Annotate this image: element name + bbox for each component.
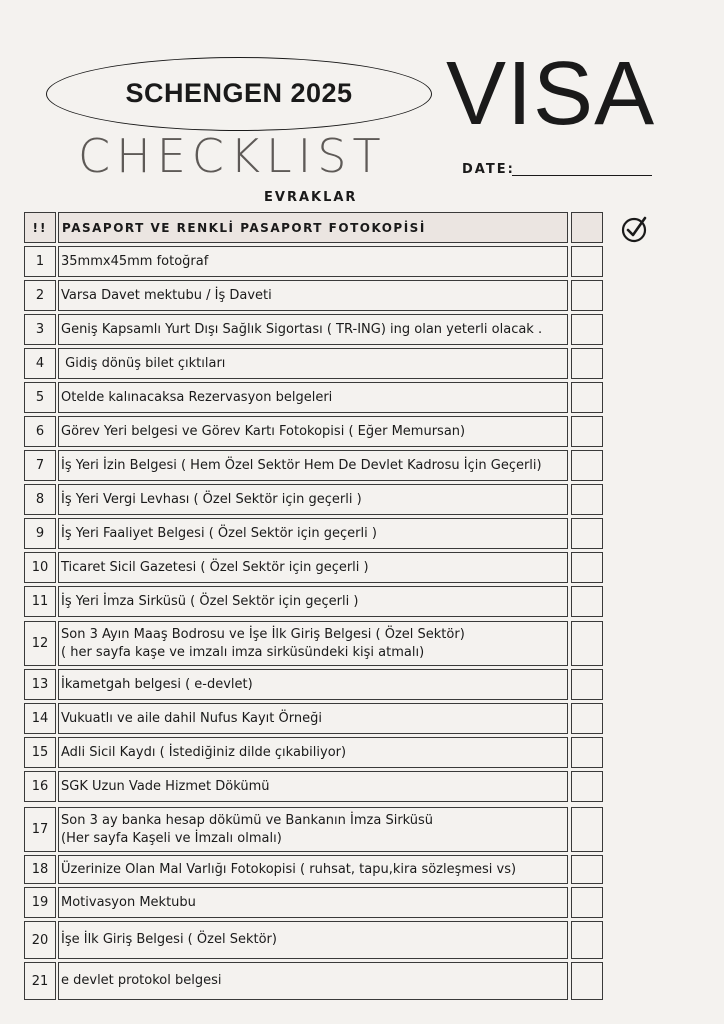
- row-number: 19: [24, 887, 56, 918]
- row-checkbox[interactable]: [571, 416, 603, 447]
- row-checkbox[interactable]: [571, 348, 603, 379]
- header-number-cell: !!: [24, 212, 56, 243]
- row-label: [58, 771, 568, 802]
- row-label-line: Otelde kalınacaksa Rezervasyon belgeleri: [61, 389, 333, 405]
- row-label: [58, 246, 568, 277]
- section-title: EVRAKLAR: [264, 190, 358, 205]
- header-checkbox[interactable]: [571, 212, 603, 243]
- row-label: [58, 962, 568, 1000]
- row-checkbox[interactable]: [571, 669, 603, 700]
- row-number: 16: [24, 771, 56, 802]
- row-label: [58, 484, 568, 515]
- row-checkbox[interactable]: [571, 314, 603, 345]
- row-label-line: Üzerinize Olan Mal Varlığı Fotokopisi ( ruhsat, tapu,kira sözleşmesi vs): [61, 861, 517, 877]
- date-field-line[interactable]: [512, 175, 652, 176]
- row-label: [58, 314, 568, 345]
- row-number: 21: [24, 962, 56, 1000]
- row-label: [58, 280, 568, 311]
- row-number: 15: [24, 737, 56, 768]
- row-label-line: İş Yeri Vergi Levhası ( Özel Sektör için geçerli ): [61, 491, 362, 507]
- row-number: 10: [24, 552, 56, 583]
- row-label: [58, 807, 568, 852]
- row-label: [58, 621, 568, 666]
- row-label-line: (Her sayfa Kaşeli ve İmzalı olmalı): [61, 830, 282, 846]
- row-number: 11: [24, 586, 56, 617]
- row-checkbox[interactable]: [571, 280, 603, 311]
- row-label: [58, 518, 568, 549]
- row-label: [58, 669, 568, 700]
- row-checkbox[interactable]: [571, 703, 603, 734]
- row-number: 20: [24, 921, 56, 959]
- row-label-line: İşe İlk Giriş Belgesi ( Özel Sektör): [61, 932, 277, 947]
- row-label: [58, 416, 568, 447]
- row-label-line: İş Yeri Faaliyet Belgesi ( Özel Sektör için geçerli ): [61, 525, 377, 541]
- row-label: [58, 737, 568, 768]
- row-label-line: 35mmx45mm fotoğraf: [61, 253, 209, 269]
- row-checkbox[interactable]: [571, 855, 603, 884]
- row-label-line: ( her sayfa kaşe ve imzalı imza sirküsündeki kişi atmalı): [61, 644, 425, 660]
- row-checkbox[interactable]: [571, 586, 603, 617]
- date-label: DATE:: [462, 162, 515, 177]
- row-number: 7: [24, 450, 56, 481]
- row-number: 6: [24, 416, 56, 447]
- row-label: [58, 855, 568, 884]
- row-label: [58, 921, 568, 959]
- row-label-line: SGK Uzun Vade Hizmet Dökümü: [61, 778, 270, 794]
- row-checkbox[interactable]: [571, 552, 603, 583]
- checkmark-circle-icon: [620, 214, 650, 244]
- row-number: 9: [24, 518, 56, 549]
- row-label-line: Vukuatlı ve aile dahil Nufus Kayıt Örneği: [61, 710, 322, 726]
- checklist-title: CHECKLIST: [78, 129, 387, 183]
- row-label-line: Gidiş dönüş bilet çıktıları: [61, 355, 226, 371]
- row-label-line: Görev Yeri belgesi ve Görev Kartı Fotokopisi ( Eğer Memursan): [61, 423, 466, 439]
- row-number: 8: [24, 484, 56, 515]
- row-label-line: Geniş Kapsamlı Yurt Dışı Sağlık Sigortası ( TR-ING) ing olan yeterli olacak .: [61, 321, 543, 337]
- row-checkbox[interactable]: [571, 484, 603, 515]
- row-label: [58, 552, 568, 583]
- row-number: 4: [24, 348, 56, 379]
- row-checkbox[interactable]: [571, 921, 603, 959]
- row-label-line: Motivasyon Mektubu: [61, 894, 196, 910]
- row-number: 17: [24, 807, 56, 852]
- row-number: 14: [24, 703, 56, 734]
- row-label-line: İş Yeri İzin Belgesi ( Hem Özel Sektör Hem De Devlet Kadrosu İçin Geçerli): [61, 457, 542, 473]
- row-number: 3: [24, 314, 56, 345]
- row-label: [58, 450, 568, 481]
- row-checkbox[interactable]: [571, 450, 603, 481]
- row-number: 18: [24, 855, 56, 884]
- row-number: 12: [24, 621, 56, 666]
- header-label-cell: PASAPORT VE RENKLİ PASAPORT FOTOKOPİSİ: [58, 212, 568, 243]
- row-label-line: Son 3 ay banka hesap dökümü ve Bankanın İmza Sirküsü: [61, 812, 434, 828]
- row-label: [58, 348, 568, 379]
- row-checkbox[interactable]: [571, 887, 603, 918]
- row-label-line: Adli Sicil Kaydı ( İstediğiniz dilde çıkabiliyor): [61, 744, 347, 760]
- row-checkbox[interactable]: [571, 246, 603, 277]
- row-label-line: Ticaret Sicil Gazetesi ( Özel Sektör için geçerli ): [61, 559, 369, 575]
- row-number: 13: [24, 669, 56, 700]
- row-number: 1: [24, 246, 56, 277]
- row-label-line: Varsa Davet mektubu / İş Daveti: [61, 287, 272, 303]
- visa-title: VISA: [446, 44, 656, 144]
- row-label-line: İkametgah belgesi ( e-devlet): [61, 676, 253, 692]
- row-label-line: Son 3 Ayın Maaş Bodrosu ve İşe İlk Giriş Belgesi ( Özel Sektör): [61, 626, 465, 642]
- row-checkbox[interactable]: [571, 737, 603, 768]
- row-checkbox[interactable]: [571, 771, 603, 802]
- row-checkbox[interactable]: [571, 382, 603, 413]
- row-label: [58, 586, 568, 617]
- row-checkbox[interactable]: [571, 621, 603, 666]
- row-checkbox[interactable]: [571, 807, 603, 852]
- row-label-line: İş Yeri İmza Sirküsü ( Özel Sektör için geçerli ): [61, 593, 359, 609]
- schengen-title: SCHENGEN 2025: [125, 78, 353, 108]
- row-number: 5: [24, 382, 56, 413]
- row-label-line: e devlet protokol belgesi: [61, 973, 222, 988]
- row-label: [58, 382, 568, 413]
- row-checkbox[interactable]: [571, 962, 603, 1000]
- row-label: [58, 703, 568, 734]
- row-label: [58, 887, 568, 918]
- row-number: 2: [24, 280, 56, 311]
- row-checkbox[interactable]: [571, 518, 603, 549]
